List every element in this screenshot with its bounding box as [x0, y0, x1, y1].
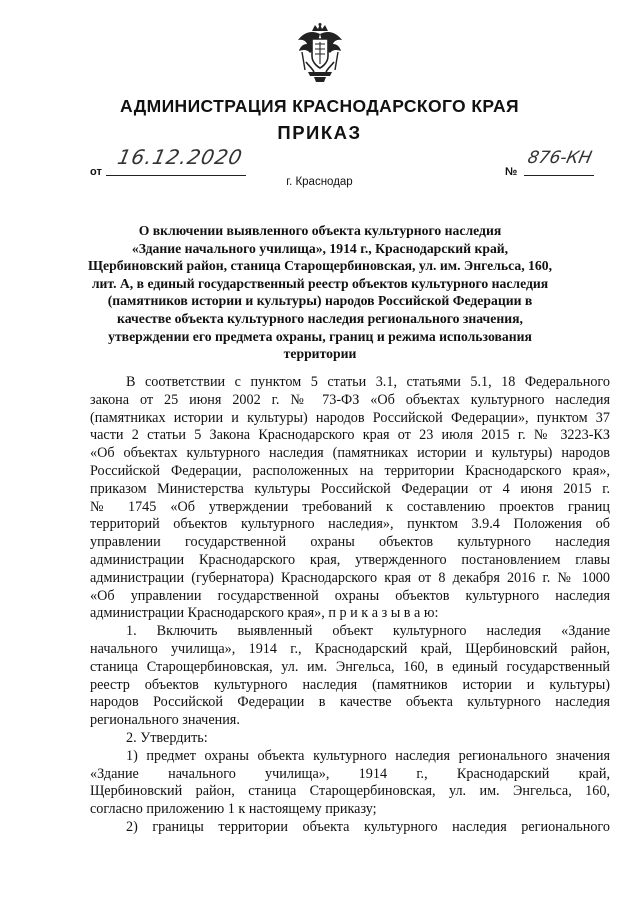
body-line: согласно приложению 1 к настоящему приказу;: [90, 801, 377, 818]
title-line: лит. А, в единый государственный реестр объектов культурного наследия: [91, 275, 549, 291]
body-line: 1. Включить выявленный объект культурного наследия «Здание: [126, 623, 610, 640]
body-line: регионального значения.: [90, 712, 240, 729]
date-prefix: от: [90, 166, 102, 178]
coat-of-arms-emblem: [294, 22, 346, 84]
title-line: качестве объекта культурного наследия регионального значения,: [117, 310, 523, 326]
handwritten-number: 876-КН: [525, 148, 594, 168]
body-line: администрации Краснодарского края, утвержденного постановлением главы: [90, 551, 610, 568]
body-line: реестр объектов культурного наследия (памятников истории и культуры): [90, 676, 610, 693]
body-line: «Об объектах культурного наследия (памятниках истории и культуры) народов: [90, 445, 610, 462]
body-line: Российской Федерации, расположенных на территории Краснодарского края»,: [90, 462, 610, 479]
title-line: территории: [283, 346, 357, 362]
body-line: начального училища», 1914 г., Краснодарский край, Щербиновский район,: [90, 640, 610, 657]
order-title: [60, 222, 580, 363]
organization-name: АДМИНИСТРАЦИЯ КРАСНОДАРСКОГО КРАЯ: [120, 96, 519, 116]
body-line: Щербиновский район, станица Старощербиновская, ул. им. Энгельса, 160,: [90, 783, 610, 800]
body-line: приказом Министерства культуры Российской Федерации от 4 июня 2015 г.: [90, 480, 610, 497]
body-line: части 2 статьи 5 Закона Краснодарского края от 23 июля 2015 г. № 3223-КЗ: [90, 427, 610, 444]
body-line: администрации Краснодарского края», п р и к а з ы в а ю:: [90, 605, 439, 622]
body-line: станица Старощербиновская, ул. им. Энгельса, 160, в единый государственный: [90, 658, 610, 675]
title-line: О включении выявленного объекта культурного наследия: [138, 223, 502, 238]
title-line: утверждении его предмета охраны, границ и режима использования: [108, 328, 532, 344]
title-line: (памятников истории и культуры) народов Российской Федерации в: [107, 293, 533, 309]
body-line: 1) предмет охраны объекта культурного наследия регионального значения: [126, 747, 610, 764]
body-line: территорий объектов культурного наследия», пунктом 3.9.4 Положения об: [90, 516, 610, 533]
body-line: В соответствии с пунктом 5 статьи 3.1, статьями 5.1, 18 Федерального: [126, 374, 610, 390]
number-prefix: №: [505, 166, 518, 178]
title-line: «Здание начального училища», 1914 г., Краснодарский край,: [131, 240, 509, 256]
body-line: 2. Утвердить:: [126, 729, 208, 746]
body-line: управлении государственной охраны объектов культурного наследия: [90, 534, 610, 551]
document-type: ПРИКАЗ: [277, 122, 362, 143]
body-line: администрации (губернатора) Краснодарского края от 8 декабря 2016 г. № 1000: [90, 569, 610, 586]
order-body: [90, 374, 610, 837]
body-line: «Здание начального училища», 1914 г., Краснодарский край,: [90, 765, 610, 782]
city-name: г. Краснодар: [286, 176, 353, 188]
body-line: закона от 25 июня 2002 г. № 73-ФЗ «Об объектах культурного наследия: [90, 391, 610, 408]
body-line: «Об управлении государственной охраны объектов культурного наследия: [90, 587, 610, 604]
title-line: Щербиновский район, станица Старощербиновская, ул. им. Энгельса, 160,: [87, 258, 553, 274]
body-line: № 1745 «Об утверждении требований к составлению проектов границ: [90, 498, 610, 515]
body-line: народов Российской Федерации в качестве объекта культурного наследия: [90, 694, 610, 711]
body-line: 2) границы территории объекта культурного наследия регионального: [126, 818, 610, 835]
body-line: (памятниках истории и культуры) народов Российской Федерации», пунктом 37: [90, 409, 610, 426]
handwritten-date: 16.12.2020: [115, 145, 246, 169]
